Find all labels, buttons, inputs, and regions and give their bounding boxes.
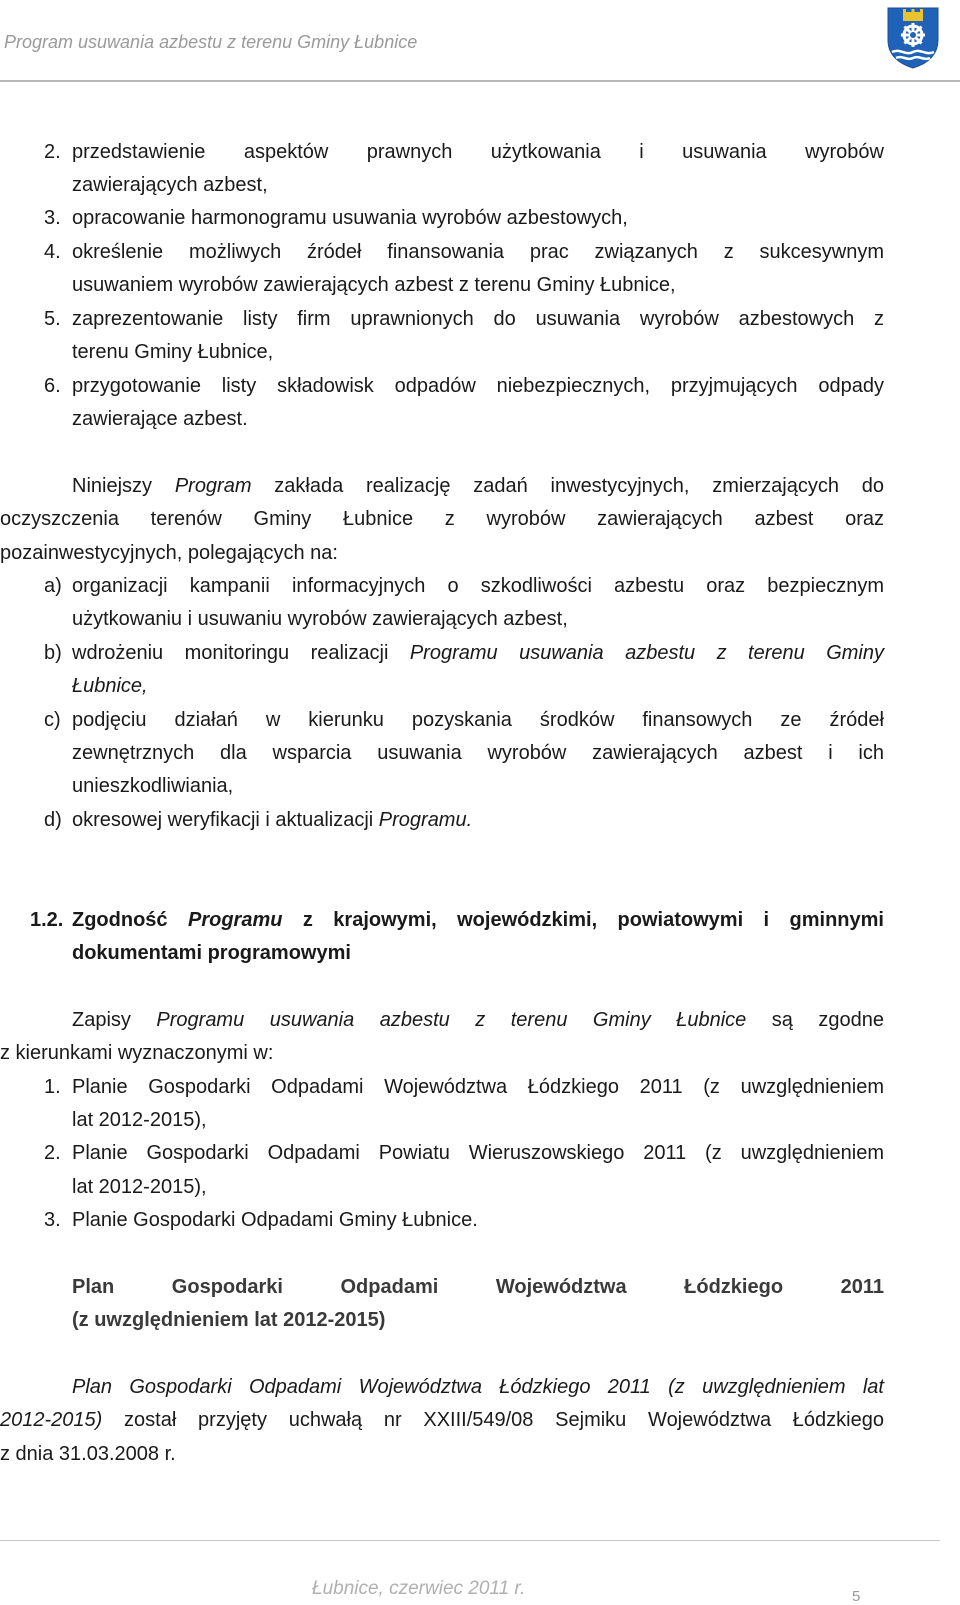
list-item-text: zewnętrznych dla wsparcia usuwania wyrobów zawierających azbest i ich <box>72 742 884 764</box>
italic-text-run: Program <box>174 475 252 497</box>
list-item-text: unieszkodliwiania, <box>72 775 234 797</box>
italic-text-run: 2012-2015) <box>0 1409 103 1431</box>
italic-text-run: Programu usuwania azbestu z terenu Gminy <box>409 642 884 664</box>
list-item-text: użytkowaniu i usuwaniu wyrobów zawierających azbest, <box>72 608 568 630</box>
list-item-text: podjęciu działań w kierunku pozyskania środków finansowych ze źródeł <box>72 709 884 731</box>
text-run: został przyjęty uchwałą nr XXIII/549/08 Sejmiku Województwa Łódzkiego <box>102 1409 884 1431</box>
list-number: 1. <box>44 1076 61 1098</box>
list-item-text: zawierających azbest, <box>72 174 268 196</box>
paragraph-line: z dnia 31.03.2008 r. <box>0 1443 176 1465</box>
paragraph-line <box>72 1003 884 1037</box>
list-number: 2. <box>44 1142 61 1164</box>
list-item-text <box>72 636 884 670</box>
text-run: Zgodność <box>72 909 188 931</box>
list-item-text: terenu Gminy Łubnice, <box>72 341 274 363</box>
paragraph-line: oczyszczenia terenów Gminy Łubnice z wyrobów zawierających azbest oraz <box>0 508 884 530</box>
list-item-text: usuwaniem wyrobów zawierających azbest z terenu Gminy Łubnice, <box>72 274 676 296</box>
list-item-text: Planie Gospodarki Odpadami Województwa Łódzkiego 2011 (z uwzględnieniem <box>72 1076 884 1098</box>
list-item-text: lat 2012-2015), <box>72 1176 207 1198</box>
list-number: 3. <box>44 207 61 229</box>
list-item-text: lat 2012-2015), <box>72 1109 207 1131</box>
list-item-text: przedstawienie aspektów prawnych użytkowania i usuwania wyrobów <box>72 141 884 163</box>
paragraph-line <box>72 469 884 503</box>
list-number: 4. <box>44 241 61 263</box>
paragraph-line: z kierunkami wyznaczonymi w: <box>0 1042 274 1064</box>
text-run: z krajowymi, wojewódzkimi, powiatowymi i gminnymi <box>282 909 884 931</box>
page-number: 5 <box>852 1588 861 1605</box>
footer-text: Łubnice, czerwiec 2011 r. <box>312 1578 526 1599</box>
list-item-text: zaprezentowanie listy firm uprawnionych do usuwania wyrobów azbestowych z <box>72 308 884 330</box>
list-number: 2. <box>44 141 61 163</box>
text-run: Zapisy <box>72 1009 157 1031</box>
text-run: zakłada realizację zadań inwestycyjnych, zmierzających do <box>251 475 884 497</box>
paragraph-line: pozainwestycyjnych, polegających na: <box>0 542 338 564</box>
list-label: c) <box>44 709 61 731</box>
subheading: Plan Gospodarki Odpadami Województwa Łódzkiego 2011 <box>72 1276 884 1298</box>
paragraph-line <box>0 1403 884 1437</box>
list-number: 3. <box>44 1209 61 1231</box>
list-label: d) <box>44 809 62 831</box>
text-run: Niniejszy <box>72 475 175 497</box>
subheading: (z uwzględnieniem lat 2012-2015) <box>72 1309 386 1331</box>
list-label: b) <box>44 642 62 664</box>
list-number: 5. <box>44 308 61 330</box>
list-number: 6. <box>44 375 61 397</box>
list-item-text: Łubnice, <box>72 675 148 697</box>
italic-text-run: Programu. <box>378 809 473 831</box>
list-item-text: przygotowanie listy składowisk odpadów niebezpiecznych, przyjmujących odpady <box>72 375 884 397</box>
list-item-text: organizacji kampanii informacyjnych o szkodliwości azbestu oraz bezpiecznym <box>72 575 884 597</box>
text-run: wdrożeniu monitoringu realizacji <box>72 642 410 664</box>
italic-text-run: Programu usuwania azbestu z terenu Gminy Łubnice <box>156 1009 747 1031</box>
text-run: okresowej weryfikacji i aktualizacji <box>72 809 379 831</box>
text-run: są zgodne <box>746 1009 884 1031</box>
list-item-text: opracowanie harmonogramu usuwania wyrobów azbestowych, <box>72 207 628 229</box>
section-number: 1.2. <box>30 909 64 931</box>
footer-divider <box>0 1540 940 1541</box>
list-item-text <box>72 803 884 837</box>
coat-of-arms-icon <box>884 4 942 70</box>
paragraph-line: Plan Gospodarki Odpadami Województwa Łódzkiego 2011 (z uwzględnieniem lat <box>72 1376 884 1398</box>
list-item-text: określenie możliwych źródeł finansowania prac związanych z sukcesywnym <box>72 241 884 263</box>
header-divider <box>0 80 960 82</box>
list-item-text: Planie Gospodarki Odpadami Gminy Łubnice. <box>72 1209 478 1231</box>
italic-text-run: Programu <box>187 909 283 931</box>
header-title: Program usuwania azbestu z terenu Gminy Łubnice <box>4 32 418 52</box>
list-item-text: Planie Gospodarki Odpadami Powiatu Wieruszowskiego 2011 (z uwzględnieniem <box>72 1142 884 1164</box>
list-label: a) <box>44 575 62 597</box>
section-title: dokumentami programowymi <box>72 942 351 964</box>
section-title <box>72 903 884 937</box>
list-item-text: zawierające azbest. <box>72 408 248 430</box>
